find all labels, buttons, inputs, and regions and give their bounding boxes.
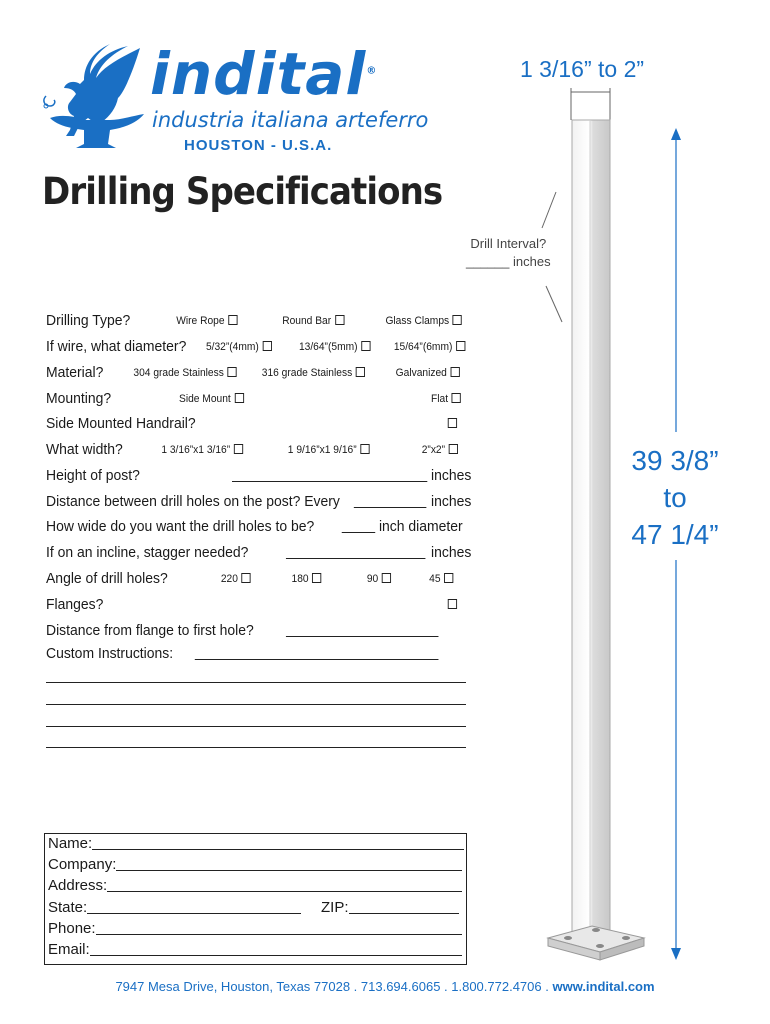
zip-field[interactable]: ZIP:	[321, 899, 459, 916]
company-field[interactable]: Company:	[48, 856, 462, 873]
hole-width-row: How wide do you want the drill holes to be? inch diameter	[46, 518, 463, 535]
checkbox-icon	[356, 367, 365, 377]
galvanized-option[interactable]: Galvanized	[396, 367, 460, 379]
angle-45-option[interactable]: 45	[429, 573, 453, 585]
incline-input[interactable]	[286, 544, 426, 561]
wire-rope-option[interactable]: Wire Rope	[176, 315, 237, 327]
drill-interval-unit: ______ inches	[466, 254, 551, 269]
checkbox-icon	[453, 315, 462, 325]
flat-mount-option[interactable]: Flat	[431, 393, 461, 405]
glass-clamps-option[interactable]: Glass Clamps	[385, 315, 462, 327]
winged-lion-logo-icon	[40, 44, 152, 152]
checkbox-icon	[452, 393, 461, 403]
footer	[0, 979, 770, 994]
drill-interval-label: Drill Interval?	[470, 236, 547, 251]
angle-row: Angle of drill holes? 220 180 90 45	[46, 568, 438, 592]
flange-distance-input[interactable]	[286, 622, 439, 639]
material-row: Material? 304 grade Stainless 316 grade Stainless Galvanized	[46, 362, 438, 386]
side-handrail-checkbox[interactable]	[444, 418, 457, 430]
width-1-3-16-option[interactable]: 1 3/16”x1 3/16”	[161, 444, 243, 456]
diameter-4mm-option[interactable]: 5/32”(4mm)	[206, 341, 272, 353]
stainless-304-option[interactable]: 304 grade Stainless	[133, 367, 236, 379]
angle-220-option[interactable]: 220	[221, 573, 251, 585]
checkbox-icon	[361, 341, 370, 351]
checkbox-icon	[451, 367, 460, 377]
drilling-type-row: Drilling Type? Wire Rope Round Bar Glass Clamps	[46, 310, 438, 334]
checkbox-icon	[456, 341, 465, 351]
checkbox-icon	[360, 444, 369, 454]
diameter-5mm-option[interactable]: 13/64”(5mm)	[299, 341, 371, 353]
flanges-row: Flanges?	[46, 594, 438, 618]
checkbox-icon	[234, 444, 243, 454]
distance-input[interactable]	[354, 493, 427, 510]
brand-city: HOUSTON - U.S.A.	[184, 137, 333, 154]
name-field[interactable]: Name:	[48, 835, 464, 852]
footer-website-link[interactable]: www.indital.com	[552, 979, 655, 994]
flange-distance-row: Distance from flange to first hole?	[46, 620, 438, 644]
address-field[interactable]: Address:	[48, 877, 462, 894]
instructions-line[interactable]	[46, 704, 466, 705]
state-field[interactable]: State:	[48, 899, 301, 916]
checkbox-icon	[242, 573, 251, 583]
angle-180-option[interactable]: 180	[292, 573, 322, 585]
brand-tagline: industria italiana arteferro	[152, 108, 429, 132]
diameter-6mm-option[interactable]: 15/64”(6mm)	[394, 341, 466, 353]
custom-instructions-input[interactable]	[195, 645, 439, 662]
contact-box	[44, 833, 467, 965]
checkbox-icon	[228, 367, 237, 377]
checkbox-icon	[263, 341, 272, 351]
height-range-label: 39 3/8” to 47 1/4”	[631, 445, 719, 550]
distance-row: Distance between drill holes on the post? Every inches	[46, 493, 472, 510]
page-title: Drilling Specifications	[42, 170, 443, 213]
side-handrail-row: Side Mounted Handrail?	[46, 413, 438, 437]
instructions-line[interactable]	[46, 747, 466, 748]
instructions-line[interactable]	[46, 726, 466, 727]
checkbox-icon	[448, 418, 457, 428]
checkbox-icon	[448, 599, 457, 609]
checkbox-icon	[382, 573, 391, 583]
checkbox-icon	[449, 444, 458, 454]
phone-field[interactable]: Phone:	[48, 920, 462, 937]
checkbox-icon	[228, 315, 237, 325]
width-1-9-16-option[interactable]: 1 9/16”x1 9/16”	[288, 444, 370, 456]
brand-wordmark: indital®	[150, 40, 378, 108]
footer-address: 7947 Mesa Drive, Houston, Texas 77028 . 713.694.6065 . 1.800.772.4706 .	[115, 979, 553, 994]
checkbox-icon	[312, 573, 321, 583]
custom-instructions-row: Custom Instructions:	[46, 643, 438, 667]
angle-90-option[interactable]: 90	[367, 573, 391, 585]
instructions-line[interactable]	[46, 682, 466, 683]
height-row: Height of post? inches	[46, 467, 472, 484]
mounting-row: Mounting? Side Mount Flat	[46, 388, 438, 412]
incline-row: If on an incline, stagger needed? inches	[46, 544, 472, 561]
drill-interval-callout	[466, 235, 551, 271]
checkbox-icon	[234, 393, 243, 403]
checkbox-icon	[444, 573, 453, 583]
width-range-label: 1 3/16” to 2”	[520, 56, 645, 82]
width-row: What width? 1 3/16”x1 3/16” 1 9/16”x1 9/16” 2”x2”	[46, 439, 438, 463]
height-input[interactable]	[232, 467, 427, 484]
flanges-checkbox[interactable]	[444, 599, 457, 611]
checkbox-icon	[335, 315, 344, 325]
width-2x2-option[interactable]: 2”x2”	[422, 444, 458, 456]
hole-width-input[interactable]	[342, 518, 375, 535]
stainless-316-option[interactable]: 316 grade Stainless	[262, 367, 365, 379]
email-field[interactable]: Email:	[48, 941, 462, 958]
wire-diameter-row: If wire, what diameter? 5/32”(4mm) 13/64”(5mm) 15/64”(6mm)	[46, 336, 438, 360]
side-mount-option[interactable]: Side Mount	[179, 393, 244, 405]
round-bar-option[interactable]: Round Bar	[282, 315, 344, 327]
